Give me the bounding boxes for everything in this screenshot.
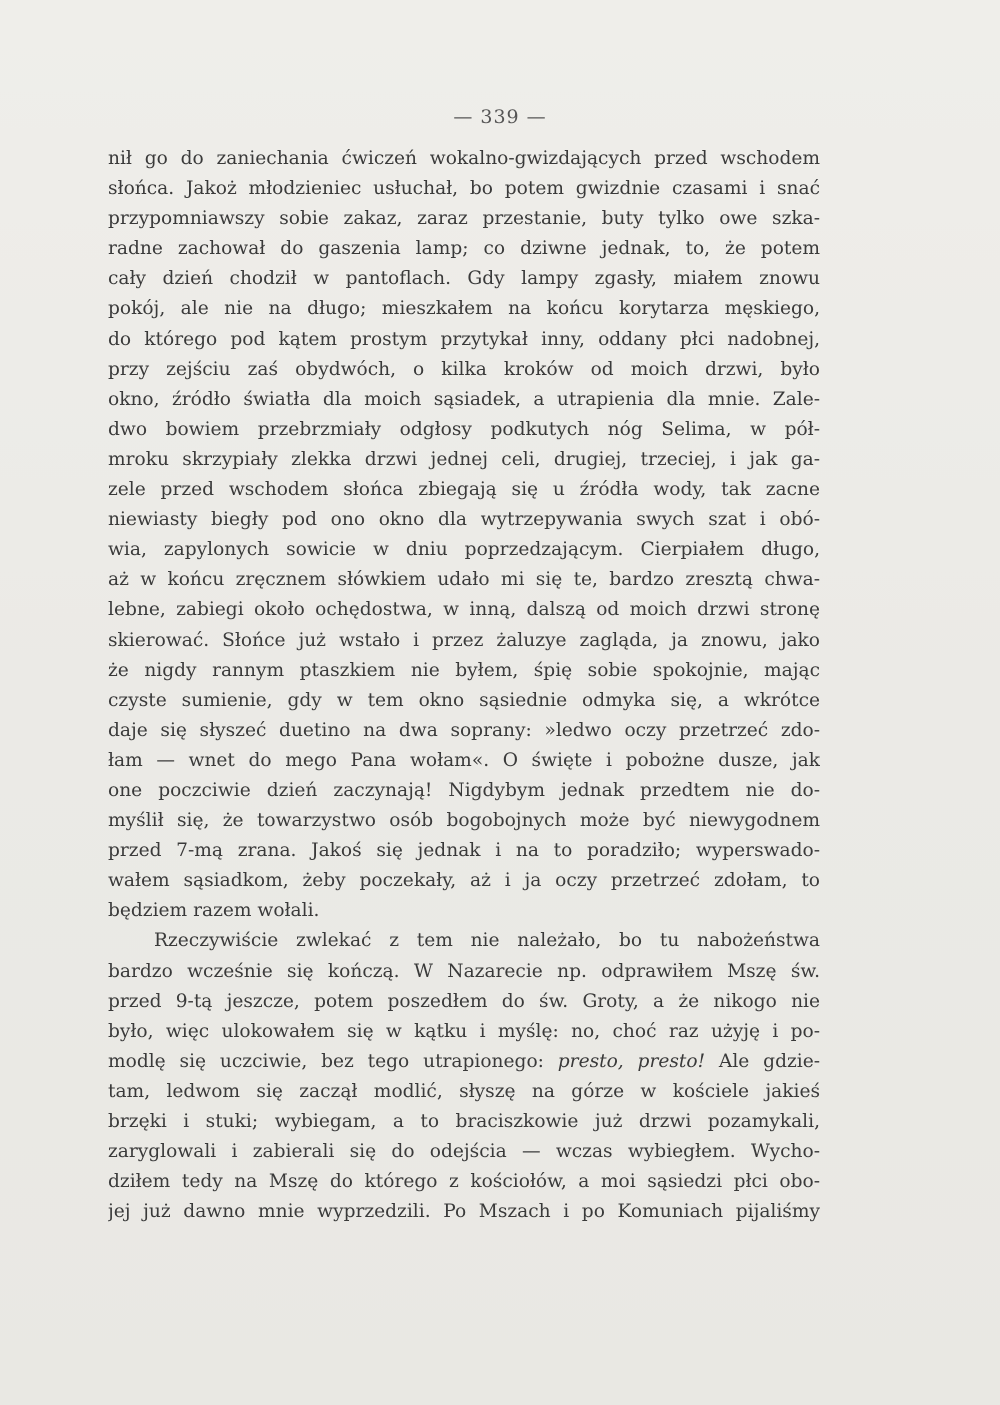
text-line: że nigdy rannym ptaszkiem nie byłem, śpię sobie spokojnie, mając [108,659,820,681]
text-line: przypomniawszy sobie zakaz, zaraz przestanie, buty tylko owe szka- [108,208,820,230]
text-line: łam — wnet do mego Pana wołam«. O święte i pobożne dusze, jak [108,749,820,771]
text-line: bardzo wcześnie się kończą. W Nazarecie np. odprawiłem Mszę św. [108,960,820,982]
text-segment: Ale gdzie- [718,1050,820,1072]
text-line: przed 7-mą zrana. Jakoś się jednak i na to poradziło; wyperswado- [108,840,820,862]
text-line: do którego pod kątem prostym przytykał inny, oddany płci nadobnej, [108,328,820,350]
text-line: radne zachował do gaszenia lamp; co dziwne jednak, to, że potem [108,238,820,260]
text-line: one poczciwie dzień zaczynają! Nigdybym jednak przedtem nie do- [108,779,820,801]
text-line: wia, zapylonych sowicie w dniu poprzedzającym. Cierpiałem długo, [108,539,820,561]
text-line: zaryglowali i zabierali się do odejścia — wczas wybiegłem. Wycho- [108,1141,820,1163]
text-line: myślił się, że towarzystwo osób bogobojnych może być niewygodnem [108,810,820,832]
text-line: lebne, zabiegi około ochędostwa, w inną, dalszą od moich drzwi stronę [108,599,820,621]
text-line: czyste sumienie, gdy w tem okno sąsiednie odmyka się, a wkrótce [108,689,820,711]
text-line: zele przed wschodem słońca zbiegają się u źródła wody, tak zacne [108,479,820,501]
text-line: okno, źródło światła dla moich sąsiadek, a utrapienia dla mnie. Zale- [108,388,820,410]
text-line: przed 9-tą jeszcze, potem poszedłem do św. Groty, a że nikogo nie [108,990,820,1012]
text-line: było, więc ulokowałem się w kątku i myślę: no, choć raz użyję i po- [108,1020,820,1042]
text-line: pokój, ale nie na długo; mieszkałem na końcu korytarza męskiego, [108,298,820,320]
italic-phrase: presto, presto! [557,1050,706,1072]
paragraph-end-line: będziem razem wołali. [108,900,320,922]
body-text [108,144,820,1227]
text-line: nił go do zaniechania ćwiczeń wokalno-gwizdających przed wschodem [108,148,820,169]
text-line: tam, ledwom się zaczął modlić, słyszę na górze w kościele jakieś [108,1080,820,1102]
text-line: dwo bowiem przebrzmiały odgłosy podkutych nóg Selima, w pół- [108,418,820,440]
paragraph-start-line: Rzeczywiście zwlekać z tem nie należało, bo tu nabożeństwa [154,930,820,952]
text-line-with-italic [108,1047,820,1077]
text-line: aż w końcu zręcznem słówkiem udało mi się te, bardzo zresztą chwa- [108,569,820,591]
text-line: mroku skrzypiały zlekka drzwi jednej celi, drugiej, trzeciej, i jak ga- [108,448,820,470]
text-line: przy zejściu zaś obydwóch, o kilka kroków od moich drzwi, było [108,358,820,380]
text-line: brzęki i stuki; wybiegam, a to braciszkowie już drzwi pozamykali, [108,1111,820,1132]
text-line: dziłem tedy na Mszę do którego z kościołów, a moi sąsiedzi płci obo- [108,1171,820,1193]
text-segment: modlę się uczciwie, bez tego utrapionego: [108,1050,544,1072]
text-line: cały dzień chodził w pantoflach. Gdy lampy zgasły, miałem znowu [108,268,820,290]
text-line: niewiasty biegły pod ono okno dla wytrzepywania swych szat i obó- [108,509,820,531]
page-number: — 339 — [453,106,547,128]
text-line: słońca. Jakoż młodzieniec usłuchał, bo potem gwizdnie czasami i snać [108,178,820,200]
text-line: skierować. Słońce już wstało i przez żaluzye zagląda, ja znowu, jako [108,629,820,651]
text-line: jej już dawno mnie wyprzedzili. Po Mszach i po Komuniach pijaliśmy [108,1201,820,1223]
text-line: daje się słyszeć duetino na dwa soprany: »ledwo oczy przetrzeć zdo- [108,719,820,741]
text-line: wałem sąsiadkom, żeby poczekały, aż i ja oczy przetrzeć zdołam, to [108,870,820,892]
